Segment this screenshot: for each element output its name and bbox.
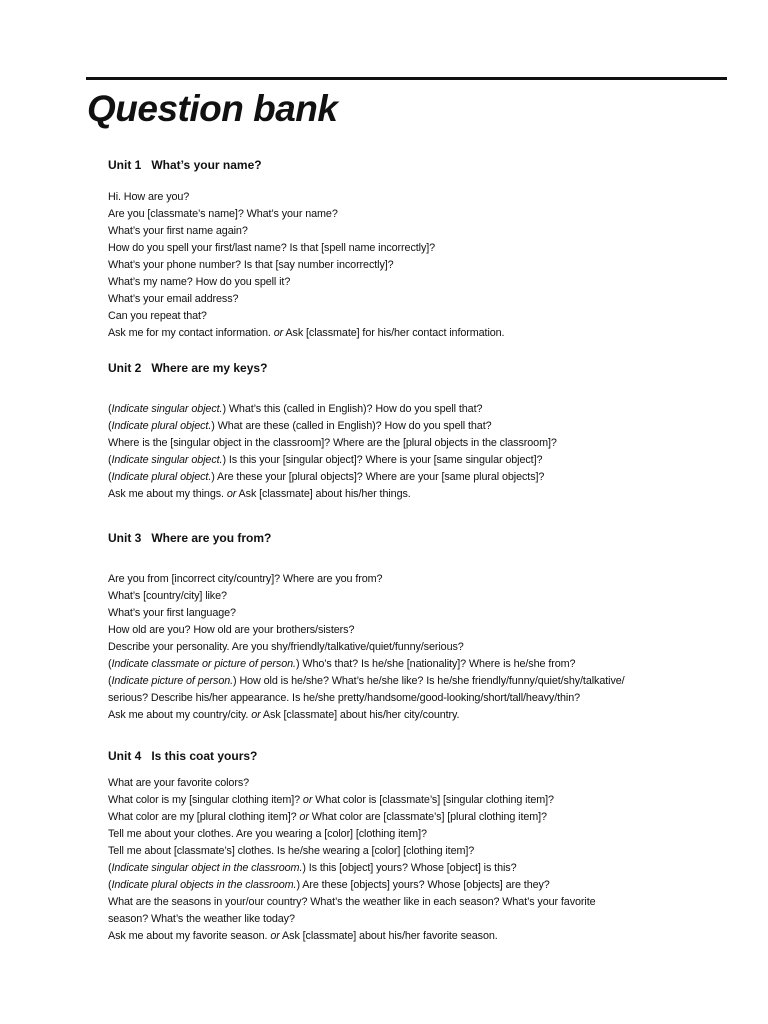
text-run: ) Is this [object] yours? Whose [object] is this? [302, 862, 517, 874]
italic-text: Indicate classmate or picture of person. [111, 658, 296, 670]
question-line [108, 877, 708, 894]
question-line [108, 206, 708, 223]
text-run: serious? Describe his/her appearance. Is he/she pretty/handsome/good-looking/short/tall/heavy/thin? [108, 692, 581, 704]
unit-4-section [108, 749, 708, 945]
question-line [108, 418, 708, 435]
question-line [108, 189, 708, 206]
text-run: What’s your email address? [108, 293, 239, 305]
question-line [108, 656, 708, 673]
italic-text: or [251, 709, 261, 721]
question-line [108, 707, 708, 724]
text-run: Tell me about your clothes. Are you wearing a [color] [clothing item]? [108, 828, 427, 840]
question-list [108, 401, 708, 503]
text-run: Ask me about my things. [108, 488, 227, 500]
unit-number: Unit 4 [108, 749, 142, 763]
text-run: What’s your phone number? Is that [say number incorrectly]? [108, 259, 394, 271]
italic-text: or [302, 794, 313, 806]
text-run: ( [108, 879, 112, 891]
text-run: Ask me about my favorite season. [108, 930, 271, 942]
unit-heading [108, 361, 708, 375]
italic-text: or [226, 488, 237, 500]
italic-text: Indicate plural object. [111, 471, 212, 483]
text-run: Are you from [incorrect city/country]? Where are you from? [108, 573, 383, 585]
question-list [108, 189, 708, 342]
question-line [108, 401, 708, 418]
question-line [108, 452, 708, 469]
text-run: What are the seasons in your/our country? What’s the weather like in each season? What’s your favorite [108, 896, 596, 908]
italic-text: Indicate singular object. [111, 403, 223, 415]
text-run: Describe your personality. Are you shy/friendly/talkative/quiet/funny/serious? [108, 641, 464, 653]
text-run: ( [108, 862, 112, 874]
unit-title: Is this coat yours? [151, 749, 258, 763]
italic-text: or [299, 811, 309, 823]
unit-heading [108, 158, 708, 172]
question-list [108, 571, 708, 724]
unit-title: Where are you from? [151, 531, 272, 545]
unit-heading [108, 531, 708, 545]
unit-number: Unit 2 [108, 361, 142, 375]
question-line [108, 622, 708, 639]
question-line [108, 639, 708, 656]
text-run: ) Is this your [singular object]? Where is your [same singular object]? [222, 454, 543, 466]
italic-text: Indicate picture of person. [111, 675, 234, 687]
unit-heading [108, 749, 708, 763]
question-line [108, 325, 708, 342]
text-run: Are you [classmate’s name]? What’s your name? [108, 208, 338, 220]
question-line [108, 274, 708, 291]
text-run: What color are [classmate’s] [plural clothing item]? [308, 811, 547, 823]
text-run: Ask me for my contact information. [108, 327, 274, 339]
text-run: ) What’s this (called in English)? How do you spell that? [222, 403, 483, 415]
question-line [108, 223, 708, 240]
italic-text: Indicate plural object. [111, 420, 212, 432]
text-run: What color is [classmate’s] [singular clothing item]? [312, 794, 554, 806]
text-run: ( [108, 420, 112, 432]
text-run: Ask [classmate] about his/her things. [236, 488, 411, 500]
question-line [108, 775, 708, 792]
question-line [108, 894, 708, 911]
page-title: Question bank [87, 88, 338, 129]
text-run: ) How old is he/she? What’s he/she like? Is he/she friendly/funny/quiet/shy/talkative/ [233, 675, 625, 687]
text-run: ( [108, 403, 112, 415]
text-run: What’s [country/city] like? [108, 590, 227, 602]
text-run: season? What’s the weather like today? [108, 913, 295, 925]
text-run: Can you repeat that? [108, 310, 207, 322]
text-run: How old are you? How old are your brothers/sisters? [108, 624, 355, 636]
text-run: ( [108, 675, 112, 687]
unit-title: What’s your name? [151, 158, 262, 172]
question-line [108, 860, 708, 877]
italic-text: Indicate plural objects in the classroom. [111, 879, 297, 891]
question-line [108, 690, 708, 707]
unit-title: Where are my keys? [151, 361, 268, 375]
text-run: ) Are these your [plural objects]? Where are your [same plural objects]? [211, 471, 545, 483]
question-line [108, 291, 708, 308]
unit-1-section [108, 158, 708, 342]
question-line [108, 605, 708, 622]
top-rule [86, 77, 727, 80]
text-run: ) Who’s that? Is he/she [nationality]? Where is he/she from? [295, 658, 576, 670]
question-line [108, 588, 708, 605]
question-line [108, 792, 708, 809]
text-run: ( [108, 471, 112, 483]
text-run: Ask [classmate] for his/her contact information. [283, 327, 505, 339]
question-line [108, 308, 708, 325]
question-line [108, 809, 708, 826]
question-line [108, 911, 708, 928]
question-line [108, 257, 708, 274]
text-run: What’s my name? How do you spell it? [108, 276, 291, 288]
text-run: Ask [classmate] about his/her favorite season. [279, 930, 498, 942]
text-run: ) Are these [objects] yours? Whose [objects] are they? [296, 879, 550, 891]
text-run: What color is my [singular clothing item]? [108, 794, 303, 806]
text-run: Where is the [singular object in the classroom]? Where are the [plural objects in the classroom]? [108, 437, 557, 449]
text-run: How do you spell your first/last name? Is that [spell name incorrectly]? [108, 242, 436, 254]
text-run: What’s your first language? [108, 607, 236, 619]
question-line [108, 571, 708, 588]
question-list [108, 775, 708, 945]
question-line [108, 843, 708, 860]
italic-text: Indicate singular object. [111, 454, 223, 466]
text-run: Tell me about [classmate’s] clothes. Is he/she wearing a [color] [clothing item]? [108, 845, 475, 857]
text-run: What are your favorite colors? [108, 777, 250, 789]
question-line [108, 826, 708, 843]
text-run: ( [108, 658, 112, 670]
italic-text: or [273, 327, 284, 339]
text-run: ) What are these (called in English)? How do you spell that? [211, 420, 492, 432]
text-run: Hi. How are you? [108, 191, 190, 203]
unit-2-section [108, 361, 708, 503]
question-line [108, 673, 708, 690]
text-run: Ask me about my country/city. [108, 709, 252, 721]
text-run: What color are my [plural clothing item]? [108, 811, 300, 823]
text-run: Ask [classmate] about his/her city/country. [260, 709, 460, 721]
question-line [108, 928, 708, 945]
text-run: ( [108, 454, 112, 466]
question-line [108, 469, 708, 486]
question-line [108, 486, 708, 503]
unit-number: Unit 1 [108, 158, 142, 172]
unit-number: Unit 3 [108, 531, 142, 545]
unit-3-section [108, 531, 708, 724]
question-line [108, 240, 708, 257]
question-line [108, 435, 708, 452]
italic-text: or [270, 930, 280, 942]
italic-text: Indicate singular object in the classroom. [111, 862, 303, 874]
text-run: What’s your first name again? [108, 225, 248, 237]
